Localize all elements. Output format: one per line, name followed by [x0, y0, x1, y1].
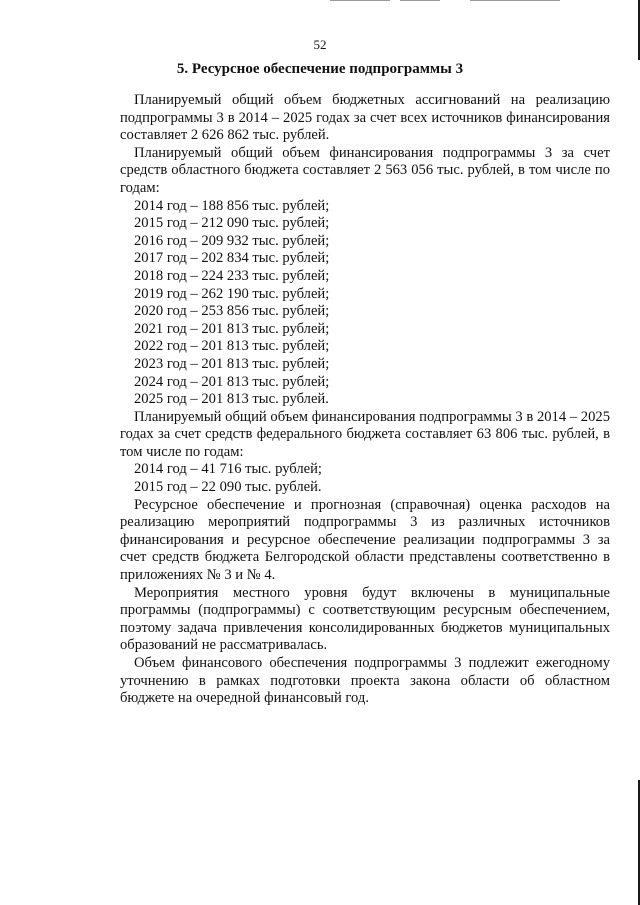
- year-item: 2015 год – 22 090 тыс. рублей.: [134, 479, 322, 496]
- year-item: 2020 год – 253 856 тыс. рублей;: [134, 303, 330, 320]
- year-item: 2018 год – 224 233 тыс. рублей;: [134, 267, 330, 284]
- page-number: 52: [313, 37, 327, 52]
- year-item: 2022 год – 201 813 тыс. рублей;: [134, 338, 330, 355]
- paragraph-local-measures: Мероприятия местного уровня будут включены в муниципальные программы (подпрограммы) с соответствующим ресурсным обеспечением, поэтому задача привлечения консолидированных бюджетов муниципальных образований не рассматривалась.: [120, 584, 610, 654]
- paragraph-regional-budget: Планируемый общий объем финансирования подпрограммы 3 за счет средств областного бюджета составляет 2 563 056 тыс. рублей, в том числе по годам:: [120, 144, 610, 196]
- year-item: 2016 год – 209 932 тыс. рублей;: [134, 232, 330, 249]
- section-heading: 5. Ресурсное обеспечение подпрограммы 3: [176, 61, 464, 77]
- scan-artifact: [330, 0, 390, 1]
- scan-artifact: [400, 0, 440, 1]
- year-item: 2014 год – 41 716 тыс. рублей;: [134, 461, 322, 478]
- year-item: 2019 год – 262 190 тыс. рублей;: [134, 285, 330, 302]
- year-item: 2015 год – 212 090 тыс. рублей;: [134, 215, 330, 232]
- year-item: 2023 год – 201 813 тыс. рублей;: [134, 355, 330, 372]
- paragraph-federal-budget: Планируемый общий объем финансирования подпрограммы 3 в 2014 – 2025 годах за счет средств федерального бюджета составляет 63 806 тыс. рублей, в том числе по годам:: [120, 408, 610, 460]
- scan-artifact: [470, 0, 560, 1]
- year-item: 2024 год – 201 813 тыс. рублей;: [134, 373, 330, 390]
- year-item: 2014 год – 188 856 тыс. рублей;: [134, 197, 330, 214]
- paragraph-total-budget: Планируемый общий объем бюджетных ассигнований на реализацию подпрограммы 3 в 2014 – 2025 годах за счет всех источников финансирования составляет 2 626 862 тыс. рублей.: [120, 92, 610, 144]
- year-item: 2025 год – 201 813 тыс. рублей.: [134, 391, 329, 408]
- paragraph-appendices: Ресурсное обеспечение и прогнозная (справочная) оценка расходов на реализацию мероприятий подпрограммы 3 из различных источников финансирования и ресурсное обеспечение реализации подпрограммы 3 за счет средств бюджета Белгородской области представлены соответственно в приложениях № 3 и № 4.: [120, 496, 610, 584]
- year-item: 2017 год – 202 834 тыс. рублей;: [134, 250, 330, 267]
- paragraph-annual-update: Объем финансового обеспечения подпрограммы 3 подлежит ежегодному уточнению в рамках подготовки проекта закона области об областном бюджете на очередной финансовый год.: [120, 655, 610, 707]
- federal-year-list: [120, 461, 610, 496]
- regional-year-list: [120, 198, 610, 409]
- year-item: 2021 год – 201 813 тыс. рублей;: [134, 320, 330, 337]
- document-body: [120, 92, 610, 708]
